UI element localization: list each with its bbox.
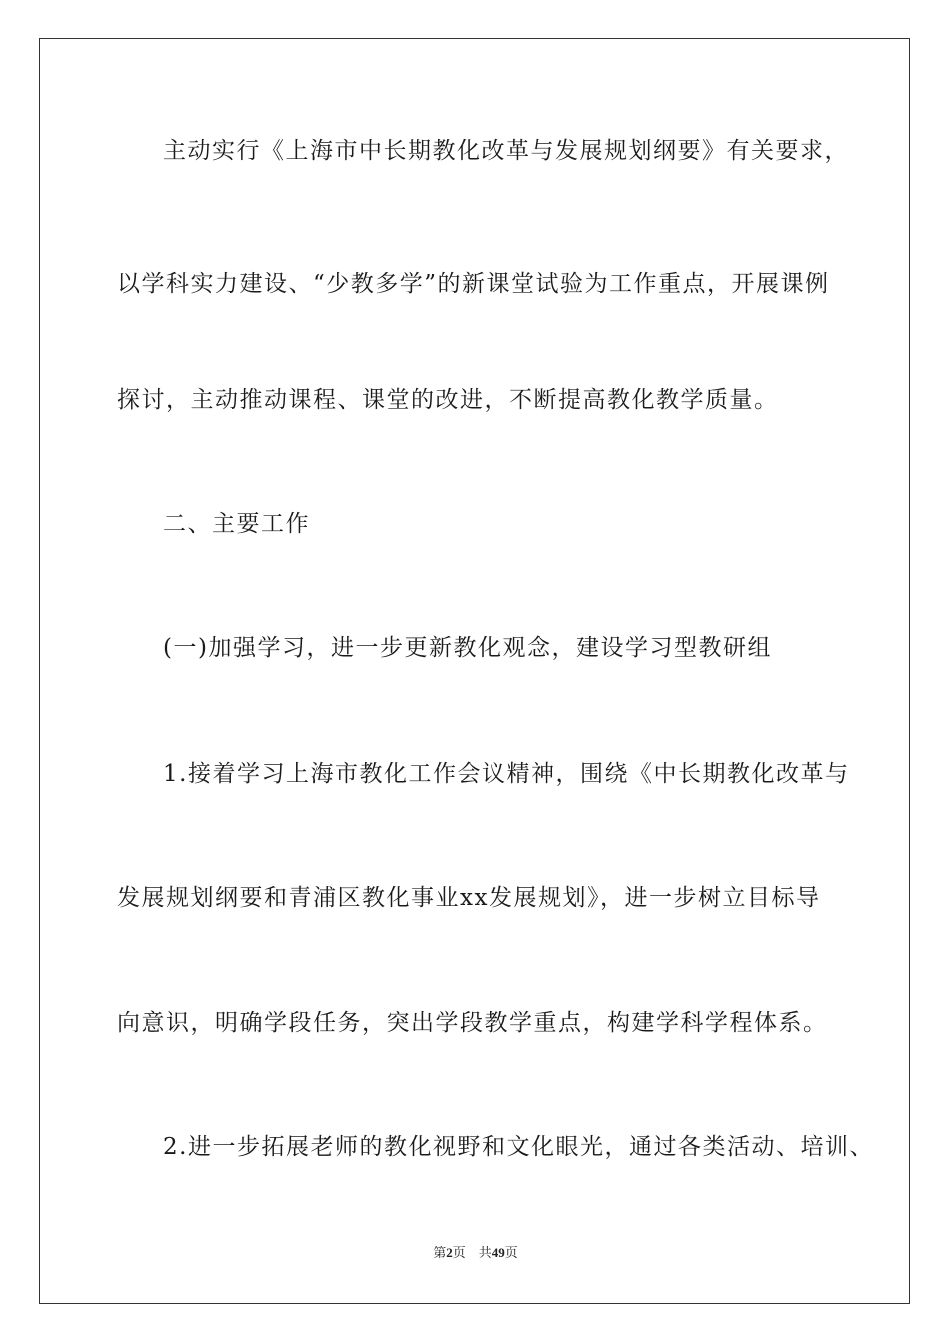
page-footer <box>40 1245 911 1261</box>
paragraph-line-7: 2.进一步拓展老师的教化视野和文化眼光，通过各类活动、培训、 <box>163 1134 874 1160</box>
footer-total-pages: 49 <box>491 1245 505 1260</box>
footer-page-suffix: 页 <box>452 1245 466 1260</box>
paragraph-line-2: 以学科实力建设、“少教多学”的新课堂试验为工作重点，开展课例 <box>117 271 830 297</box>
paragraph-line-6: 向意识，明确学段任务，突出学段教学重点，构建学科学程体系。 <box>117 1010 828 1036</box>
page-frame <box>39 38 910 1304</box>
subsection-heading: (一)加强学习，进一步更新教化观念，建设学习型教研组 <box>163 635 772 661</box>
section-heading: 二、主要工作 <box>163 511 310 537</box>
footer-page-prefix: 第 <box>433 1245 447 1260</box>
footer-total-prefix: 共 <box>478 1245 492 1260</box>
paragraph-line-3: 探讨，主动推动课程、课堂的改进，不断提高教化教学质量。 <box>117 387 779 413</box>
paragraph-line-4: 1.接着学习上海市教化工作会议精神，围绕《中长期教化改革与 <box>163 761 850 787</box>
paragraph-line-5: 发展规划纲要和青浦区教化事业xx发展规划》，进一步树立目标导 <box>117 885 821 911</box>
footer-page-number: 2 <box>446 1245 453 1260</box>
footer-total-suffix: 页 <box>504 1245 518 1260</box>
paragraph-line-1: 主动实行《上海市中长期教化改革与发展规划纲要》有关要求， <box>163 138 849 164</box>
